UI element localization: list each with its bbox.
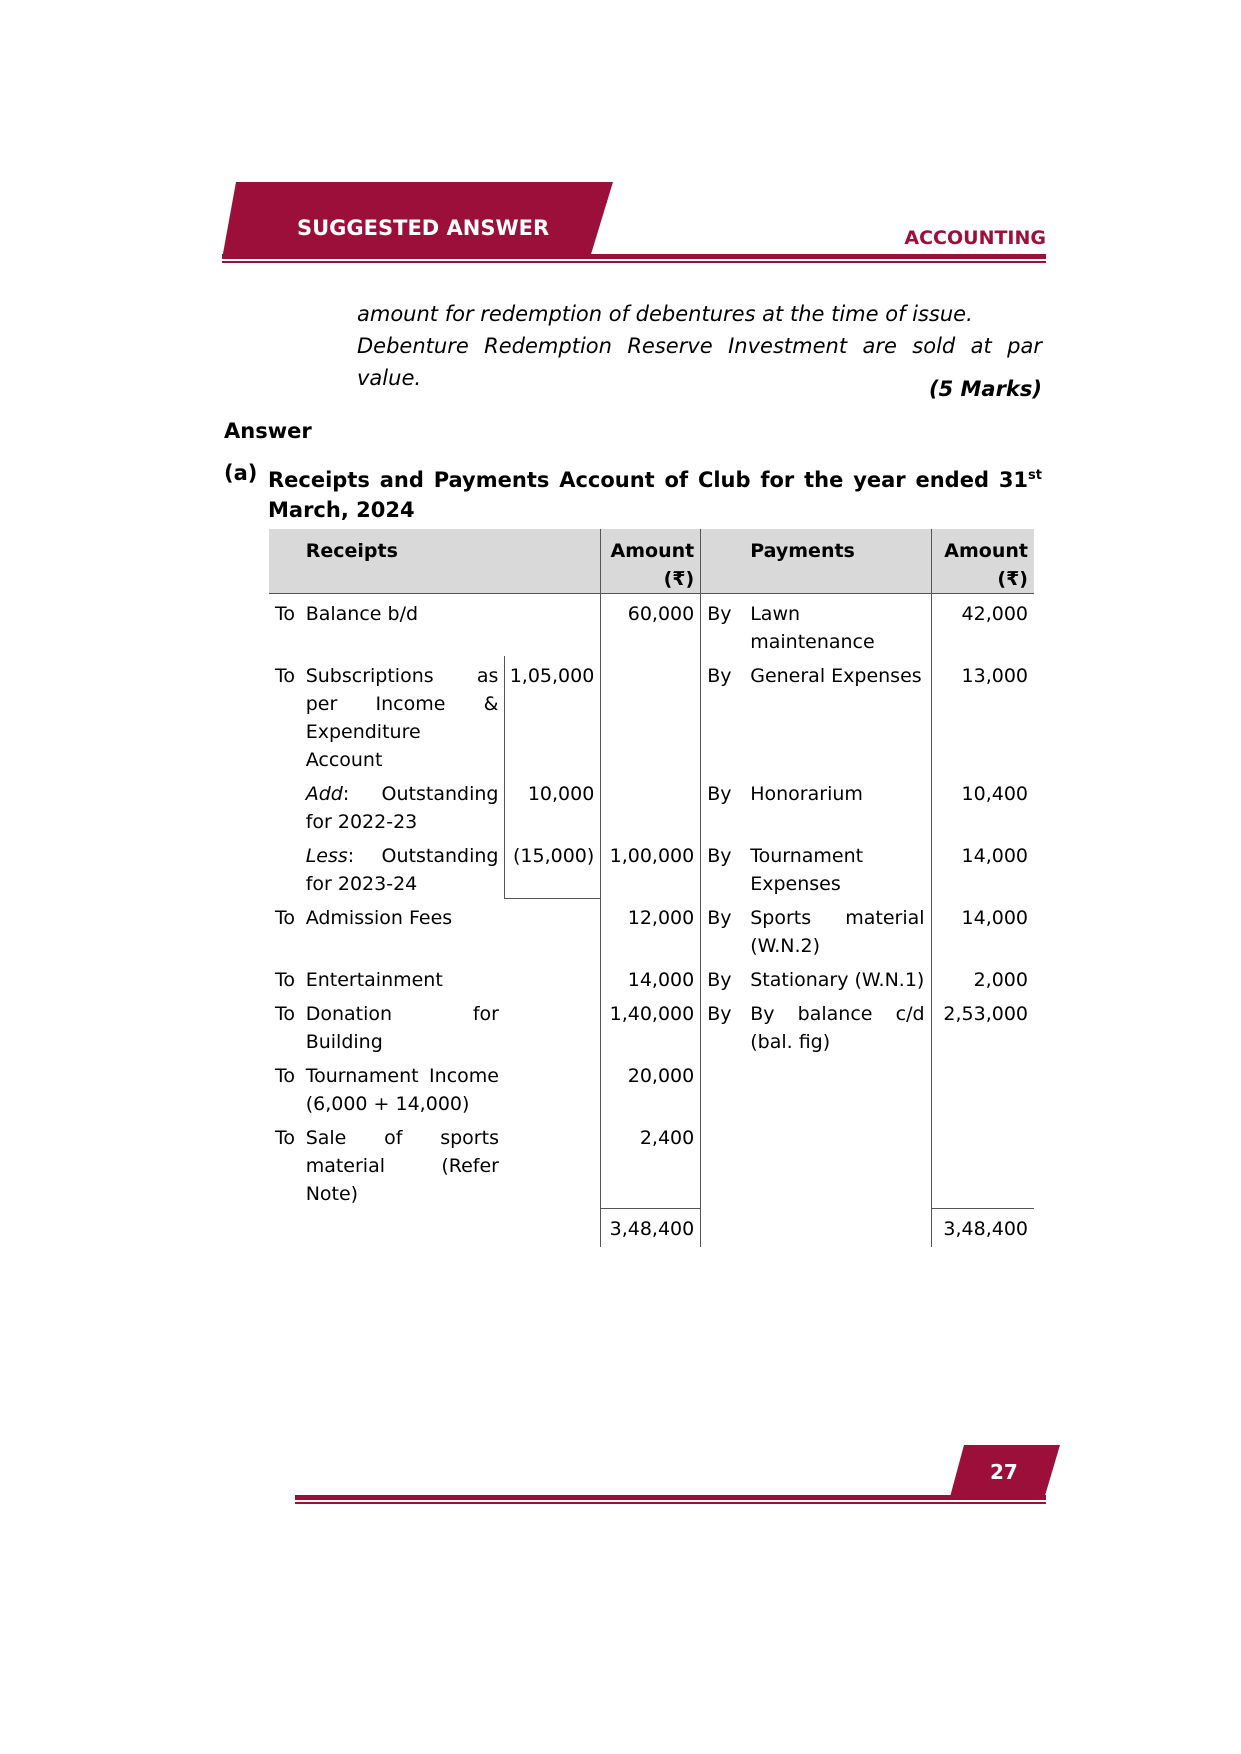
payment-prefix — [701, 1056, 745, 1118]
payment-amount: 2,000 — [931, 960, 1034, 994]
banner-title: SUGGESTED ANSWER — [297, 216, 550, 240]
answer-heading: Answer — [224, 419, 312, 443]
intro-line-1: amount for redemption of debentures at the time of issue. — [357, 302, 973, 326]
table-row — [269, 1056, 1034, 1118]
payment-prefix: By — [707, 783, 732, 805]
table-row — [269, 594, 1034, 657]
table-row — [269, 960, 1034, 994]
receipt-label: Subscriptions as per Income & Expenditure Account — [305, 665, 499, 771]
table-row — [269, 898, 1034, 960]
receipt-label: Admission Fees — [305, 907, 453, 929]
payment-amount: 14,000 — [931, 898, 1034, 960]
label-emphasis: Less — [305, 845, 348, 867]
payment-prefix: By — [707, 845, 732, 867]
receipt-subamount — [505, 898, 601, 960]
receipt-amount: 14,000 — [601, 960, 701, 994]
row-prefix: To — [275, 603, 296, 625]
payment-label: Tournament Expenses — [750, 845, 864, 895]
table-row — [269, 656, 1034, 774]
payment-label — [744, 1118, 931, 1208]
receipt-label: Sale of sports material (Refer Note) — [305, 1127, 499, 1205]
receipt-amount: 12,000 — [601, 898, 701, 960]
question-title-main: Receipts and Payments Account of Club for the year ended 31 — [268, 468, 1029, 492]
subject-title: ACCOUNTING — [904, 227, 1046, 249]
payment-label: Sports material (W.N.2) — [750, 907, 925, 957]
payment-amount: 2,53,000 — [931, 994, 1034, 1056]
row-prefix: To — [275, 969, 296, 991]
payment-amount: 13,000 — [931, 656, 1034, 774]
header-amount-payments: Amount (₹) — [931, 529, 1034, 594]
payment-prefix: By — [707, 603, 732, 625]
receipt-label — [300, 774, 505, 836]
row-prefix — [269, 836, 300, 898]
table-row — [269, 836, 1034, 898]
row-prefix: To — [275, 1065, 296, 1087]
payment-prefix: By — [707, 1003, 732, 1025]
payment-prefix — [701, 1118, 745, 1208]
payment-amount — [931, 1056, 1034, 1118]
receipt-subamount — [505, 1056, 601, 1118]
receipt-amount: 1,00,000 — [601, 836, 701, 898]
receipt-amount — [601, 656, 701, 774]
payment-label: General Expenses — [750, 665, 922, 687]
receipt-label: Donation for Building — [305, 1003, 499, 1053]
receipt-amount: 1,40,000 — [601, 994, 701, 1056]
table-header-row — [269, 529, 1034, 594]
header-amount-receipts: Amount (₹) — [601, 529, 701, 594]
row-prefix: To — [275, 665, 296, 687]
row-prefix — [269, 774, 300, 836]
receipt-amount — [601, 774, 701, 836]
footer-rule — [295, 1495, 1046, 1500]
question-label: (a) — [224, 461, 258, 485]
receipt-subamount: 1,05,000 — [505, 656, 601, 774]
payment-label: By balance c/d (bal. fig) — [750, 1003, 925, 1053]
payment-amount: 14,000 — [931, 836, 1034, 898]
receipt-label: Entertainment — [305, 969, 443, 991]
table-row — [269, 994, 1034, 1056]
payment-label — [744, 1056, 931, 1118]
question-title-end: March, 2024 — [268, 498, 415, 522]
payment-prefix: By — [707, 907, 732, 929]
header-rule-thin — [222, 261, 1046, 263]
header-payments: Payments — [744, 529, 931, 594]
receipt-label: Tournament Income (6,000 + 14,000) — [305, 1065, 499, 1115]
total-payments: 3,48,400 — [931, 1208, 1034, 1247]
row-prefix: To — [275, 907, 296, 929]
payment-label: Lawn maintenance — [750, 603, 875, 653]
receipts-payments-table — [269, 529, 1034, 1247]
receipt-amount: 60,000 — [601, 594, 701, 657]
header-rule — [222, 254, 1046, 259]
footer-rule-thin — [295, 1502, 1046, 1504]
payment-amount: 42,000 — [931, 594, 1034, 657]
receipt-amount: 20,000 — [601, 1056, 701, 1118]
receipt-subamount — [505, 594, 601, 657]
total-receipts: 3,48,400 — [601, 1208, 701, 1247]
receipt-subamount: (15,000) — [505, 836, 601, 898]
intro-line-2: Debenture Redemption Reserve Investment are sold at par value. — [357, 334, 1042, 390]
payment-amount — [931, 1118, 1034, 1208]
receipt-label: Balance b/d — [305, 603, 419, 625]
receipt-subamount: 10,000 — [505, 774, 601, 836]
receipt-subamount — [505, 1118, 601, 1208]
receipt-amount: 2,400 — [601, 1118, 701, 1208]
payment-label: Honorarium — [750, 783, 863, 805]
header-receipts: Receipts — [300, 529, 505, 594]
row-prefix: To — [275, 1003, 296, 1025]
question-title — [268, 461, 1042, 525]
row-prefix: To — [275, 1127, 296, 1149]
question-title-sup: st — [1028, 468, 1042, 483]
payment-prefix: By — [707, 665, 732, 687]
label-text: : Outstanding for 2023-24 — [305, 845, 499, 895]
table-row — [269, 1118, 1034, 1208]
payment-label: Stationary (W.N.1) — [750, 969, 925, 991]
receipt-label — [300, 836, 505, 898]
payment-prefix: By — [707, 969, 732, 991]
page-number: 27 — [990, 1460, 1018, 1484]
table-row — [269, 774, 1034, 836]
label-emphasis: Add — [305, 783, 343, 805]
marks-label: (5 Marks) — [928, 377, 1042, 401]
table-total-row — [269, 1208, 1034, 1247]
payment-amount: 10,400 — [931, 774, 1034, 836]
receipt-subamount — [505, 994, 601, 1056]
receipt-subamount — [505, 960, 601, 994]
label-text: : Outstanding for 2022-23 — [305, 783, 499, 833]
